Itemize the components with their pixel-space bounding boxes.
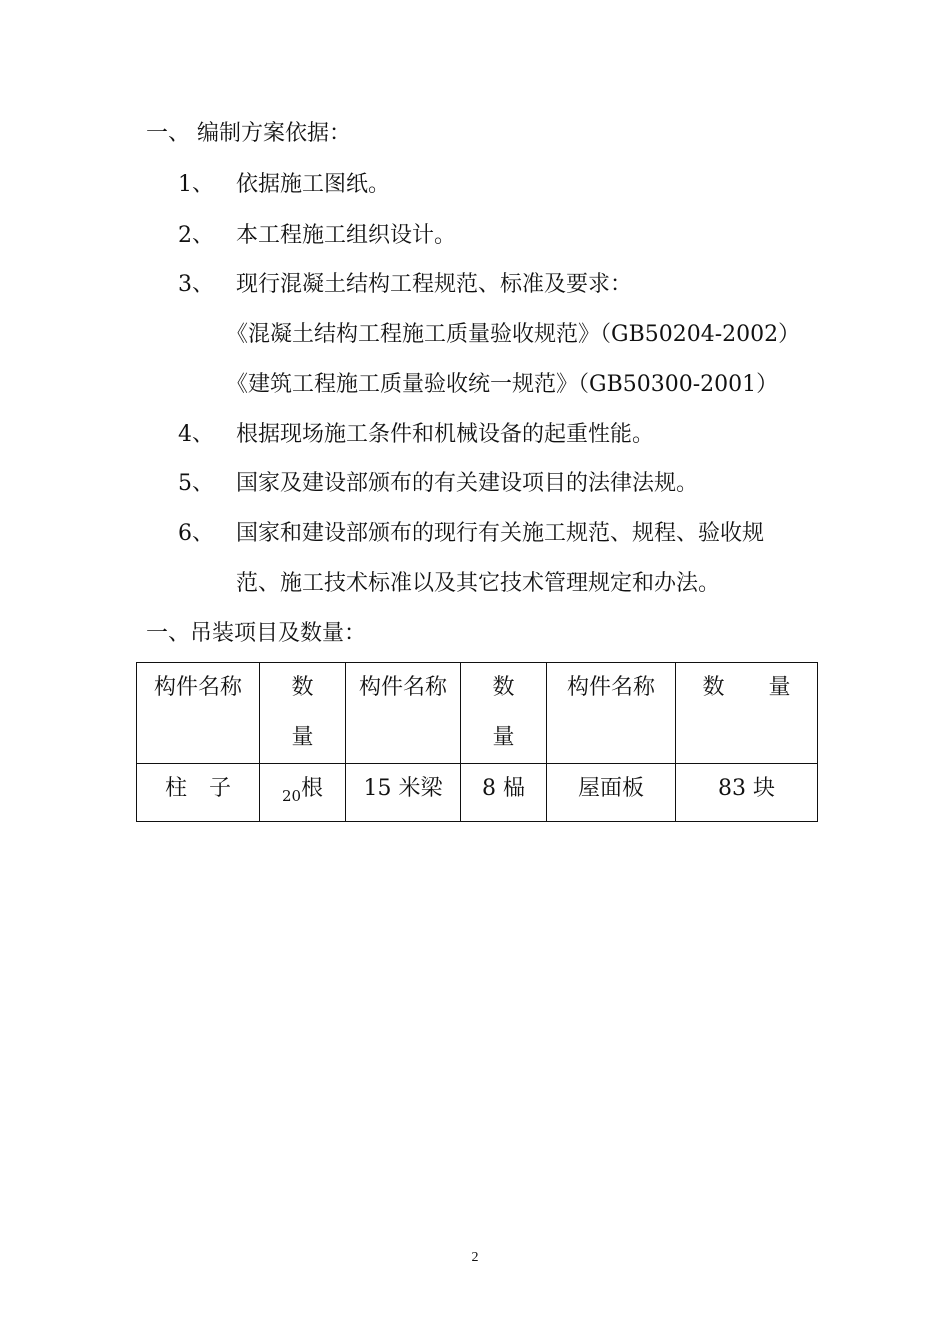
table-header-cell: 数量 (461, 663, 547, 764)
table-cell: 83 块 (676, 764, 818, 822)
table-header-cell: 构件名称 (137, 663, 260, 764)
list-text: 国家及建设部颁布的有关建设项目的法律法规。 (236, 471, 699, 496)
list-number: 5、 (178, 471, 214, 496)
list-text: 现行混凝土结构工程规范、标准及要求： (236, 272, 633, 297)
table-cell: 柱 子 (137, 764, 260, 822)
table-header-cell: 数 量 (676, 663, 818, 764)
table-cell: 屋面板 (547, 764, 676, 822)
list-number: 2、 (178, 223, 214, 248)
page-number: 2 (471, 1250, 479, 1265)
list-text: 本工程施工组织设计。 (236, 223, 457, 248)
list-text-continuation: 范、施工技术标准以及其它技术管理规定和办法。 (236, 571, 721, 596)
table-row (137, 764, 818, 822)
quantity-number: 20 (281, 787, 302, 805)
table-header-cell: 构件名称 (346, 663, 461, 764)
list-number: 3、 (178, 272, 214, 297)
list-text: 国家和建设部颁布的现行有关施工规范、规程、验收规 (236, 521, 765, 546)
list-number: 1、 (178, 172, 214, 197)
table-cell (260, 764, 346, 822)
quantity-unit: 根 (301, 776, 324, 801)
table-header-row (137, 663, 818, 764)
list-text: 依据施工图纸。 (236, 172, 391, 197)
table-cell: 15 米梁 (346, 764, 461, 822)
table-header-cell: 构件名称 (547, 663, 676, 764)
table-cell: 8 榀 (461, 764, 547, 822)
section2-heading: 一、吊装项目及数量： (146, 621, 367, 646)
section1-heading: 一、 编制方案依据： (146, 121, 351, 146)
hoisting-table (136, 662, 818, 822)
standard-2: 《建筑工程施工质量验收统一规范》（GB50300-2001） (226, 372, 779, 397)
table-header-cell: 数量 (260, 663, 346, 764)
list-number: 4、 (178, 422, 214, 447)
list-text: 根据现场施工条件和机械设备的起重性能。 (236, 422, 655, 447)
list-number: 6、 (178, 521, 214, 546)
standard-1: 《混凝土结构工程施工质量验收规范》（GB50204-2002） (226, 322, 801, 347)
